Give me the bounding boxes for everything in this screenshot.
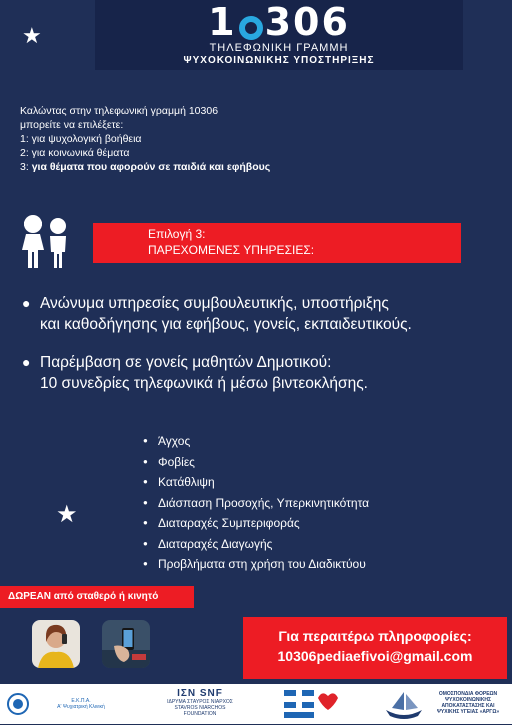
services-heading: ΠΑΡΕΧΟΜΕΝΕΣ ΥΠΗΡΕΣΙΕΣ: [148, 243, 315, 257]
footer-logos [0, 684, 512, 724]
list-item: ● Άγχος [143, 431, 369, 452]
bullet-icon: ● [143, 538, 148, 548]
option-3-banner [93, 223, 461, 263]
bullet-icon: ● [22, 354, 31, 370]
option-3-title: Επιλογή 3: [148, 227, 206, 241]
hand-phone-photo [102, 620, 150, 668]
bullet-icon: ● [143, 456, 148, 466]
intro-lead-1: Καλώντας στην τηλεφωνική γραμμή 10306 [20, 105, 219, 117]
bullet-icon: ● [143, 477, 148, 486]
intro-option-1: 1: για ψυχολογική βοήθεια [20, 133, 142, 145]
list-item: ● Προβλήματα στη χρήση του Διαδικτύου [143, 554, 369, 575]
bullet-icon: ● [143, 436, 148, 445]
intro-option-3: 3: για θέματα που αφορούν σε παιδιά και εφήβους [20, 161, 271, 173]
logo-zero-ring [239, 16, 263, 40]
snf-logo: ΙΣΝ SNF ΙΔΡΥΜΑ ΣΤΑΥΡΟΣ ΝΙΑΡΧΟΣ STAVROS NIARCHOS FOUNDATION [167, 688, 233, 717]
service-item: ● Ανώνυμα υπηρεσίες συμβουλευτικής, υποστήριξης και καθοδήγησης για εφήβους, γονείς, εκπαιδευτικούς. [22, 295, 412, 333]
star-icon: ★ [56, 500, 78, 528]
bullet-icon: ● [22, 295, 31, 311]
ekpa-logo: Ε.Κ.Π.Α. Α' Ψυχιατρική Κλινική [6, 688, 126, 720]
ministry-health-logo [284, 688, 348, 720]
list-item: ● Κατάθλιψη [143, 472, 369, 493]
services-list [22, 293, 502, 411]
free-call-label: ΔΩΡΕΑΝ από σταθερό ή κινητό [0, 586, 194, 608]
topics-list [143, 431, 369, 575]
contact-title: Για περαιτέρω πληροφορίες: [278, 628, 472, 644]
header-line-1: ΤΗΛΕΦΩΝΙΚΗ ΓΡΑΜΜΗ [209, 42, 349, 54]
argo-federation-logo: ΟΜΟΣΠΟΝΔΙΑ ΦΟΡΕΩΝ ΨΥΧΟΚΟΙΝΩΝΙΚΗΣ ΑΠΟΚΑΤΑΣΤΑΣΗΣ ΚΑΙ ΨΥΧΙΚΗΣ ΥΓΕΙΑΣ «ΑΡΓΩ» [384, 688, 508, 720]
children-icon [18, 212, 74, 272]
star-icon: ★ [22, 24, 42, 49]
intro-option-2: 2: για κοινωνικά θέματα [20, 147, 130, 159]
logo-10306: 1 306 [208, 0, 350, 44]
list-item: ● Διάσπαση Προσοχής, Υπερκινητικότητα [143, 493, 369, 514]
bullet-icon: ● [143, 497, 148, 507]
header-banner [95, 0, 463, 70]
list-item: ● Διαταραχές Συμπεριφοράς [143, 513, 369, 534]
intro-text [20, 104, 440, 174]
ship-icon [384, 690, 424, 720]
intro-lead-2: μπορείτε να επιλέξετε: [20, 119, 124, 131]
contact-info-box [243, 617, 507, 679]
bullet-icon: ● [143, 559, 148, 568]
contact-email[interactable]: 10306pediaefivoi@gmail.com [277, 648, 473, 664]
list-item: ● Φοβίες [143, 452, 369, 473]
header-line-2: ΨΥΧΟΚΟΙΝΩΝΙΚΗΣ ΥΠΟΣΤΗΡΙΞΗΣ [183, 55, 375, 66]
list-item: ● Διαταραχές Διαγωγής [143, 534, 369, 555]
bullet-icon: ● [143, 518, 148, 527]
service-item: ● Παρέμβαση σε γονείς μαθητών Δημοτικού: 10 συνεδρίες τηλεφωνικά ή μέσω βιντεοκλήσης. [22, 354, 368, 392]
woman-phone-photo [32, 620, 80, 668]
ekpa-emblem-icon [6, 692, 30, 716]
